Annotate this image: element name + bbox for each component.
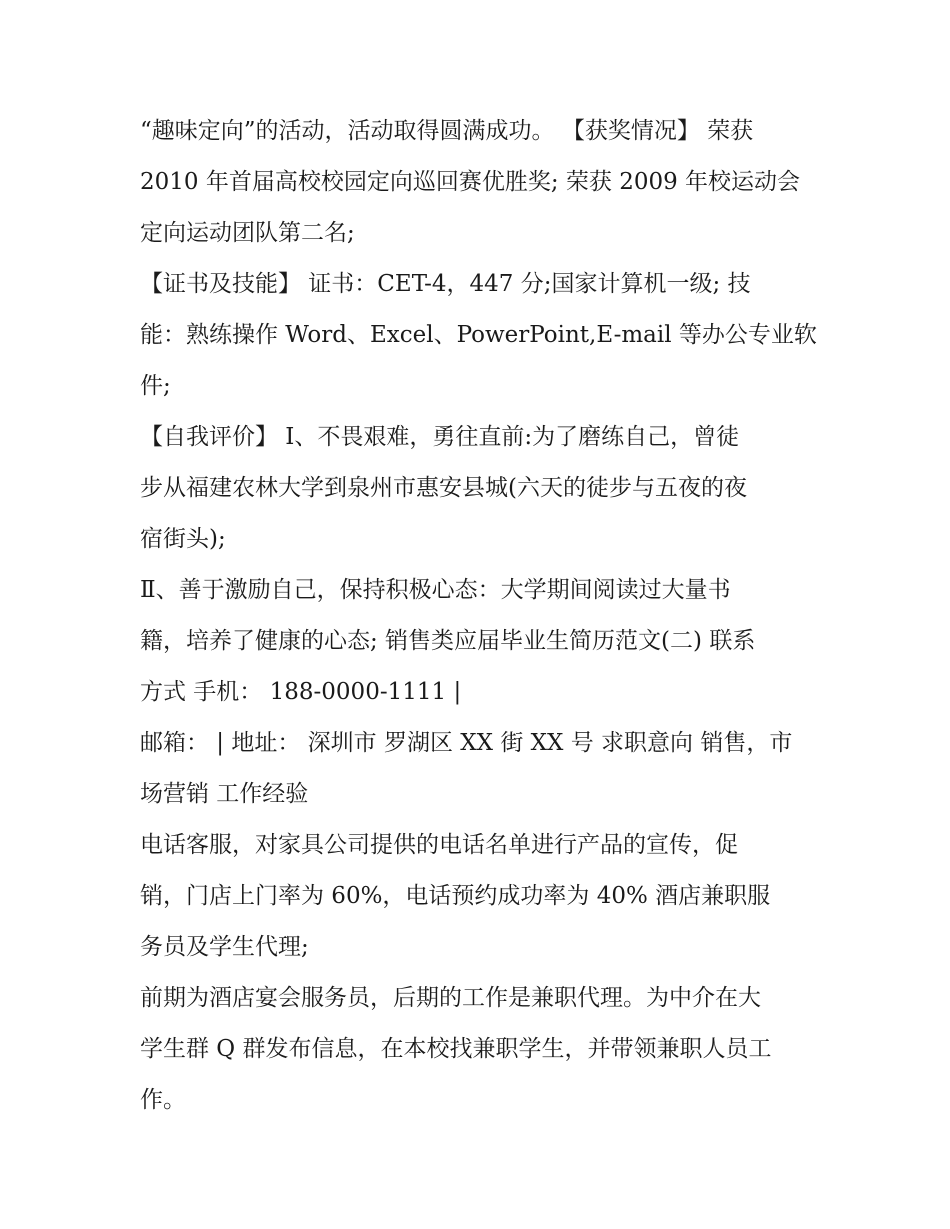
text-line: 销，门店上门率为 60%，电话预约成功率为 40% 酒店兼职服 bbox=[140, 883, 771, 909]
text-line: Ⅱ、善于激励自己，保持积极心态：大学期间阅读过大量书 bbox=[140, 577, 731, 603]
text-line: 邮箱： | 地址： 深圳市 罗湖区 XX 街 XX 号 求职意向 销售，市 bbox=[140, 730, 793, 756]
text-line: 宿街头); bbox=[140, 526, 226, 552]
text-line: 电话客服，对家具公司提供的电话名单进行产品的宣传，促 bbox=[140, 832, 738, 858]
text-line: 【证书及技能】 证书：CET-4，447 分;国家计算机一级; 技 bbox=[140, 271, 751, 297]
text-line: 定向运动团队第二名; bbox=[140, 220, 355, 246]
text-line: 场营销 工作经验 bbox=[140, 781, 309, 807]
text-line: 务员及学生代理; bbox=[140, 934, 309, 960]
text-line: “趣味定向”的活动，活动取得圆满成功。 【获奖情况】 荣获 bbox=[140, 118, 754, 144]
text-line: 学生群 Q 群发布信息，在本校找兼职学生，并带领兼职人员工 bbox=[140, 1036, 772, 1062]
text-line: 件; bbox=[140, 373, 171, 399]
text-line: 步从福建农林大学到泉州市惠安县城(六天的徒步与五夜的夜 bbox=[140, 475, 747, 501]
text-line: 前期为酒店宴会服务员，后期的工作是兼职代理。为中介在大 bbox=[140, 985, 761, 1011]
text-line: 方式 手机： 188-0000-1111 | bbox=[140, 679, 462, 705]
text-line: 籍，培养了健康的心态; 销售类应届毕业生简历范文(二) 联系 bbox=[140, 628, 756, 654]
text-line: 能：熟练操作 Word、Excel、PowerPoint,E-mail 等办公专业软 bbox=[140, 322, 817, 348]
text-line: 2010 年首届高校校园定向巡回赛优胜奖; 荣获 2009 年校运动会 bbox=[140, 169, 801, 195]
document-body bbox=[140, 106, 820, 1126]
text-line: 【自我评价】 Ⅰ、不畏艰难，勇往直前:为了磨练自己，曾徒 bbox=[140, 424, 740, 450]
text-line: 作。 bbox=[140, 1087, 186, 1113]
